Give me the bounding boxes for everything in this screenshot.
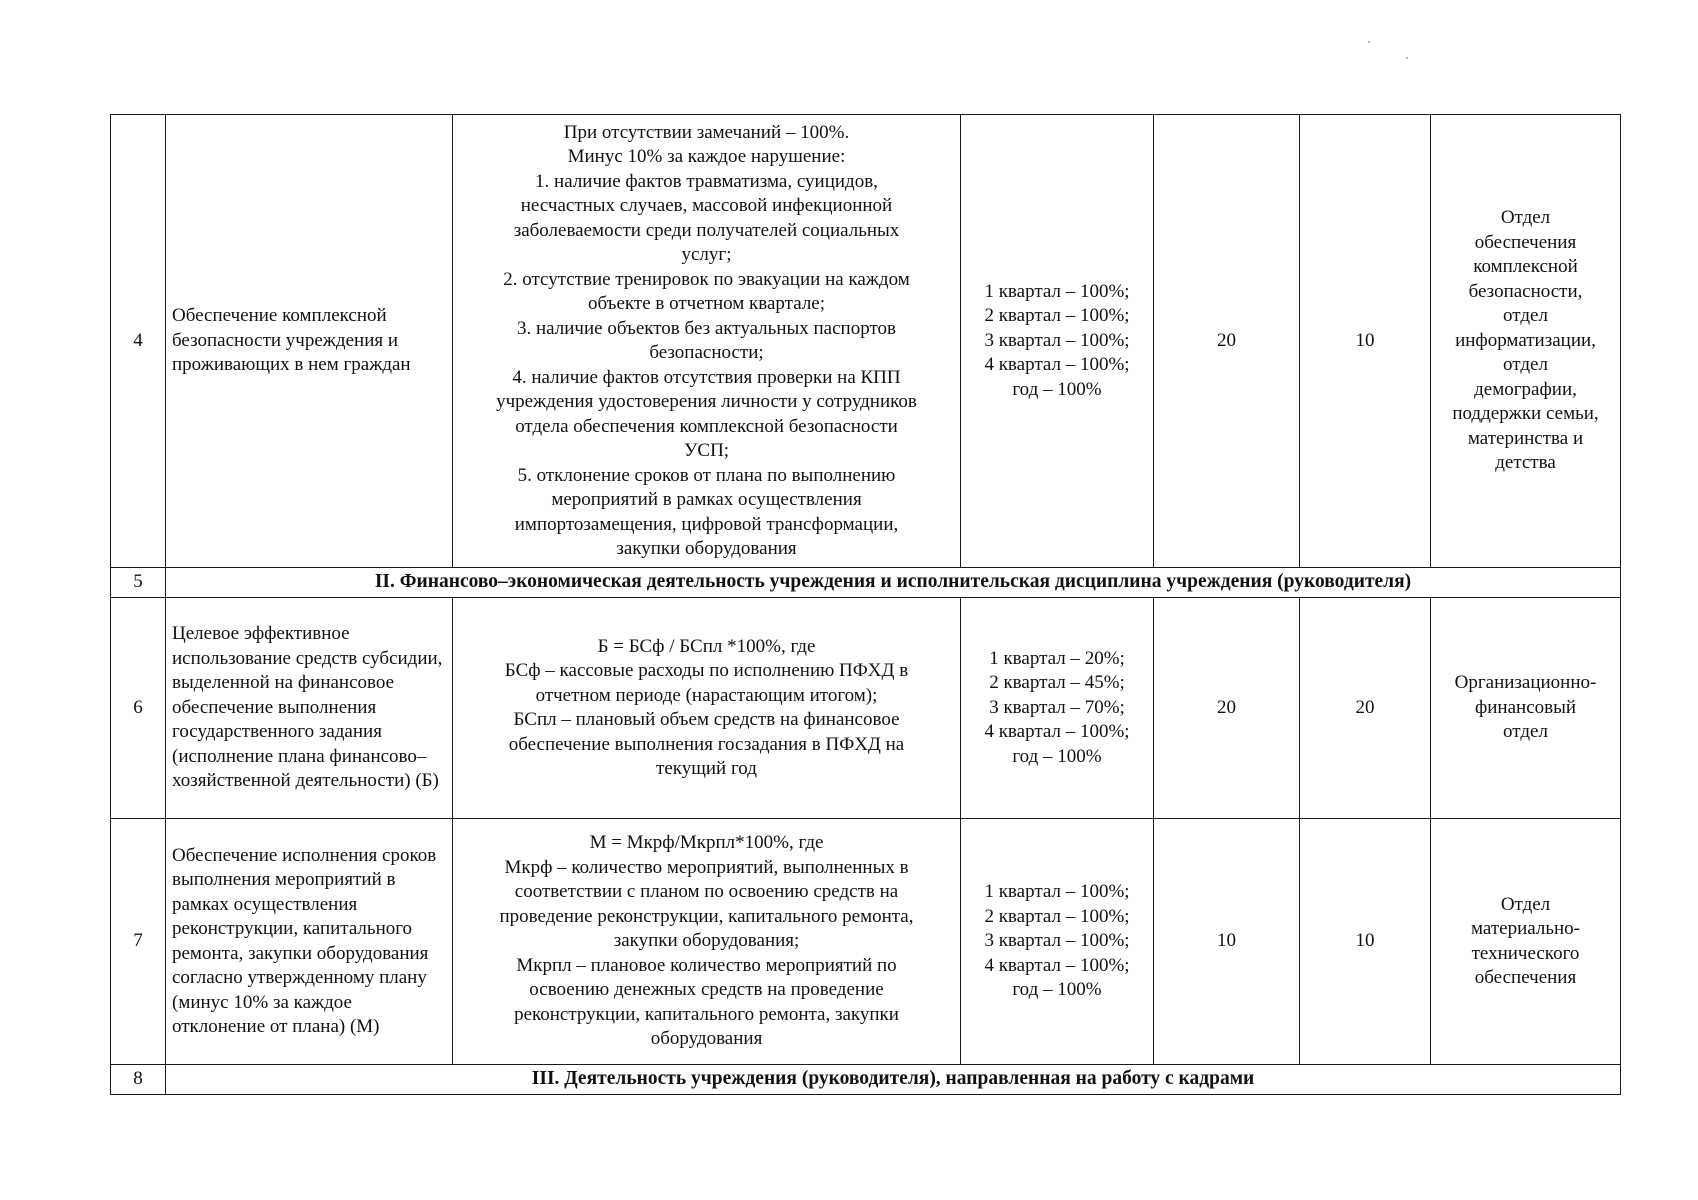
row-number: 4: [111, 115, 166, 568]
indicator-name: Обеспечение комплексной безопасности учреждения и проживающих в нем граждан: [166, 115, 453, 568]
score-value: 10: [1300, 819, 1431, 1065]
weight-value: 20: [1154, 115, 1300, 568]
row-number: 7: [111, 819, 166, 1065]
planned-values: 1 квартал – 100%; 2 квартал – 100%; 3 квартал – 100%; 4 квартал – 100%; год – 100%: [961, 819, 1154, 1065]
calculation-method: Б = БСф / БСпл *100%, где БСф – кассовые расходы по исполнению ПФХД в отчетном периоде (нарастающим итогом); БСпл – плановый объем средств на финансовое обеспечение выполнения госзадания в ПФХД на текущий год: [453, 598, 961, 819]
row-number: 6: [111, 598, 166, 819]
responsible-department: Организационно- финансовый отдел: [1431, 598, 1621, 819]
indicators-table: [110, 114, 1621, 1095]
responsible-department: Отдел обеспечения комплексной безопасности, отдел информатизации, отдел демографии, поддержки семьи, материнства и детства: [1431, 115, 1621, 568]
indicator-name: Целевое эффективное использование средств субсидии, выделенной на финансовое обеспечение выполнения государственного задания (исполнение плана финансово–хозяйственной деятельности) (Б): [166, 598, 453, 819]
planned-values: 1 квартал – 100%; 2 квартал – 100%; 3 квартал – 100%; 4 квартал – 100%; год – 100%: [961, 115, 1154, 568]
score-value: 20: [1300, 598, 1431, 819]
indicator-name: Обеспечение исполнения сроков выполнения мероприятий в рамках осуществления реконструкции, капитального ремонта, закупки оборудования согласно утвержденному плану (минус 10% за каждое отклонение от плана) (М): [166, 819, 453, 1065]
section-row: [111, 1065, 1621, 1095]
responsible-department: Отдел материально- технического обеспечения: [1431, 819, 1621, 1065]
calculation-method: При отсутствии замечаний – 100%. Минус 10% за каждое нарушение: 1. наличие фактов травматизма, суицидов, несчастных случаев, массовой инфекционной заболеваемости среди получателей социальных услуг; 2. отсутствие тренировок по эвакуации на каждом объекте в отчетном квартале; 3. наличие объектов без актуальных паспортов безопасности; 4. наличие фактов отсутствия проверки на КПП учреждения удостоверения личности у сотрудников отдела обеспечения комплексной безопасности УСП; 5. отклонение сроков от плана по выполнению мероприятий в рамках осуществления импортозамещения, цифровой трансформации, закупки оборудования: [453, 115, 961, 568]
row-number: 5: [111, 568, 166, 598]
table-row: [111, 819, 1621, 1065]
row-number: 8: [111, 1065, 166, 1095]
table-row: [111, 115, 1621, 568]
weight-value: 10: [1154, 819, 1300, 1065]
scan-speck: [1368, 41, 1370, 43]
weight-value: 20: [1154, 598, 1300, 819]
calculation-method: М = Мкрф/Мкрпл*100%, где Мкрф – количество мероприятий, выполненных в соответствии с планом по освоению средств на проведение реконструкции, капитального ремонта, закупки оборудования; Мкрпл – плановое количество мероприятий по освоению денежных средств на проведение реконструкции, капитального ремонта, закупки оборудования: [453, 819, 961, 1065]
section-row: [111, 568, 1621, 598]
planned-values: 1 квартал – 20%; 2 квартал – 45%; 3 квартал – 70%; 4 квартал – 100%; год – 100%: [961, 598, 1154, 819]
score-value: 10: [1300, 115, 1431, 568]
section-title: II. Финансово–экономическая деятельность учреждения и исполнительская дисциплина учреждения (руководителя): [166, 568, 1621, 598]
scan-speck: [1406, 57, 1408, 59]
section-title: III. Деятельность учреждения (руководителя), направленная на работу с кадрами: [166, 1065, 1621, 1095]
table-row: [111, 598, 1621, 819]
